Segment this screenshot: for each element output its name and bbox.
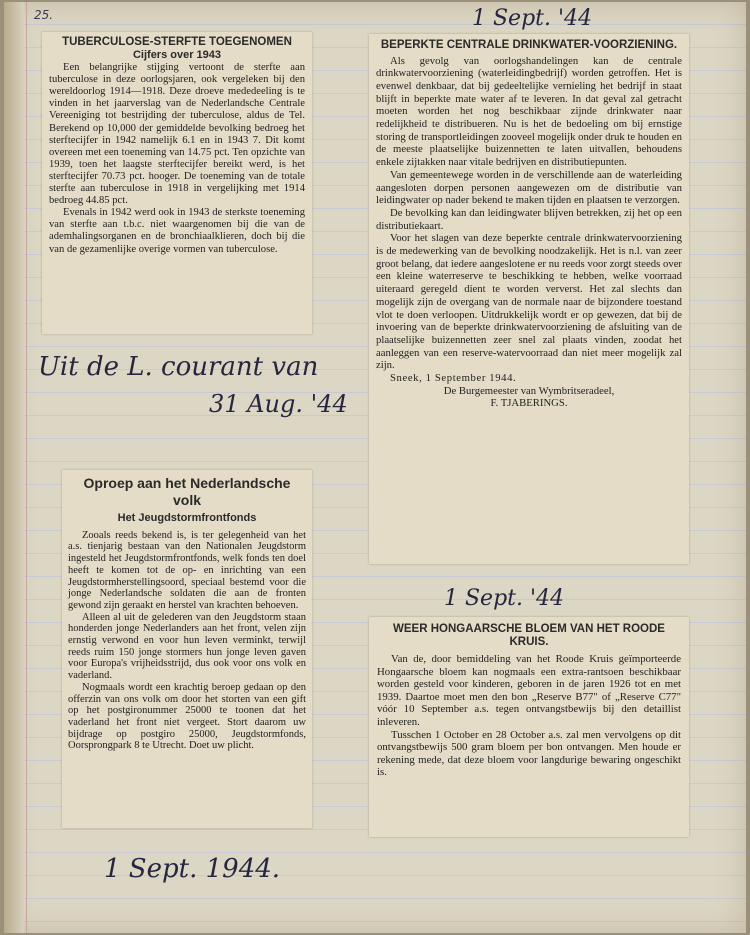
clipping-place-date: Sneek, 1 September 1944. bbox=[390, 372, 517, 385]
clipping-paragraph: Een belangrijke stijging vertoont de sterfte aan tuberculose in deze oorlogsjaren, ook vergeleken bij den wereldoorlog 1914—1918. Deze droeve mededeeling is te vinden in het jaarverslag van de Nederlandsche Centrale Vereeniging tot bestrijding der tuberculose, aldus de Tel. Berekend op 10,000 der gemiddelde bevolking bedroeg het sterftecijfer in 1942 namelijk 6.1 en in 1943 7. Dit komt overeen met een toeneming van 14.75 pct. Ten opzichte van 1939, toen het laagste sterftecijfer bereikt werd, is het sterftecijfer 70.73 pct. hooger. De toeneming van de totale sterfte aan tuberculose in 1918 in vergelijking met 1914 bedroeg 44.85 pct. bbox=[49, 62, 305, 207]
clipping-hongaarsche-bloem bbox=[369, 617, 689, 837]
scrapbook-page bbox=[4, 2, 746, 933]
page-number: 25. bbox=[34, 8, 54, 22]
clipping-paragraph: Van de, door bemiddeling van het Roode Kruis geïmporteerde Hongaarsche bloem kan nogmaals een extra-rantsoen beschikbaar worden gesteld voor kinderen, geboren in de jaren 1926 tot en met 1939. Daartoe moet men den bon „Reserve B77" of „Reserve C77" vóór 10 September a.s. tegen ontvangstbewijs bij den detaillist inleveren. bbox=[377, 653, 681, 728]
handwritten-note-date: 31 Aug. '44 bbox=[209, 390, 348, 418]
clipping-tuberculose bbox=[42, 32, 312, 334]
clipping-paragraph: Nogmaals wordt een krachtig beroep gedaan op den offerzin van ons volk om door het storten van een gift op het postgironummer 25000 te toonen dat het vaderland het front niet vergeet. Stort daarom uw bijdrage op postgiro 25000, Jeugdstormfonds, Oorsprongpark 8 te Utrecht. Doet uw plicht. bbox=[68, 681, 306, 752]
clipping-paragraph: Tusschen 1 October en 28 October a.s. zal men vervolgens op dit ontvangstbewijs 500 gram bloem per bon ontvangen. Men houde er rekening mede, dat deze bloem voor langdurige bewaring ongeschikt is. bbox=[377, 728, 681, 779]
clipping-title: BEPERKTE CENTRALE DRINKWATER-VOORZIENING. bbox=[380, 39, 678, 51]
clipping-signatory-name: F. TJABERINGS. bbox=[490, 397, 568, 410]
clipping-paragraph: Zooals reeds bekend is, is ter gelegenheid van het a.s. tienjarig bestaan van den Nationalen Jeugdstorm ingesteld het Jeugdstormfrontfonds, welk fonds ten doel heeft te komen tot de op- en inrichting van een Jeugdstormherstellingsoord, speciaal bestemd voor die jonge Nederlandsche soldaten die aan de fronten gewond zijn geraakt en herstel van krachten behoeven. bbox=[68, 529, 306, 611]
clipping-paragraph: Van gemeentewege worden in de verschillende aan de waterleiding aangesloten dorpen personen aangewezen om de distributie van leidingwater op nader bekend te maken tijden en plaatsen te verzorgen. bbox=[376, 168, 682, 207]
clipping-paragraph: Voor het slagen van deze beperkte centrale drinkwatervoorziening is de medewerking van de bevolking noodzakelijk. Het is n.l. van zeer groot belang, dat iedere aangeslotene er nu reeds voor zorgt steeds over een kleine waterreserve te beschikking te hebben, welke voorraad uiteraard geregeld dient te worden ververst. Het zal slechts dan mogelijk zijn de overgang van de normale naar de bijzondere toestand vlot te doen verloopen. Uitdrukkelijk wordt er op gewezen, dat bij de invoering van de beperkte drinkwatervoorziening de afsluiting van de plaatselijke buizennetten zeer snel zal plaats vinden, zoodat het aanleggen van een reserve-watervoorraad dan niet meer mogelijk zal zijn. bbox=[376, 232, 682, 372]
clipping-paragraph: Alleen al uit de gelederen van den Jeugdstorm staan honderden jonge Nederlanders aan het front, velen zijn ernstig verwond en voor hun leven verminkt, terwijl reeds ruim 150 jonge stormers hun jonge leven gaven voor Europa's vrijheidsstrijd, dus ook voor ons volk en vaderland. bbox=[68, 611, 306, 682]
clipping-signatory: De Burgemeester van Wymbritseradeel, bbox=[443, 384, 615, 397]
clipping-subtitle: Cijfers over 1943 bbox=[132, 49, 222, 61]
clipping-paragraph: Als gevolg van oorlogshandelingen kan de centrale drinkwatervoorziening (waterleidingbedrijf) worden getroffen. Het is evenwel denkbaar, dat bij gedeeltelijke vernieling het bedrijf in staat blijft in beperkte mate water af te leveren. In dat geval zal getracht moeten worden het nog beschikbaar zijnde drinkwater naar redelijkheid te distribueren. Nu is het de bedoeling om bij ernstige storing de transportleidingen zooveel mogelijk onder druk te houden en de meeste plaatselijke buizennetten te laten uitvallen, behoudens enkele zijtakken naar vitale bedrijven en distributiepunten. bbox=[376, 54, 682, 169]
handwritten-note-date: 1 Sept. '44 bbox=[444, 586, 565, 611]
handwritten-note-date: 1 Sept. '44 bbox=[472, 6, 593, 31]
handwritten-note-date: 1 Sept. 1944. bbox=[104, 854, 281, 884]
clipping-title: TUBERCULOSE-STERFTE TOEGENOMEN bbox=[62, 36, 292, 48]
clipping-drinkwater bbox=[369, 34, 689, 564]
handwritten-note-source: Uit de L. courant van bbox=[38, 352, 319, 382]
clipping-paragraph: De bevolking kan dan leidingwater blijven betrekken, zij het op een distributiekaart. bbox=[376, 206, 682, 232]
clipping-jeugdstorm bbox=[62, 470, 312, 828]
clipping-subtitle: Het Jeugdstormfrontfonds bbox=[117, 512, 257, 524]
clipping-title: WEER HONGAARSCHE BLOEM VAN HET ROODE KRUIS. bbox=[393, 623, 665, 648]
clipping-paragraph: Evenals in 1942 werd ook in 1943 de sterkste toeneming van sterfte aan t.b.c. niet waargenomen bij die van de ademhalingsorganen en de bronchiaalklieren, doch bij die van de gezamenlijke overige vormen van tuberculose. bbox=[49, 207, 305, 255]
page-binding bbox=[4, 2, 24, 933]
clipping-title: Oproep aan het Nederlandsche volk bbox=[83, 475, 291, 508]
margin-line bbox=[26, 2, 27, 933]
